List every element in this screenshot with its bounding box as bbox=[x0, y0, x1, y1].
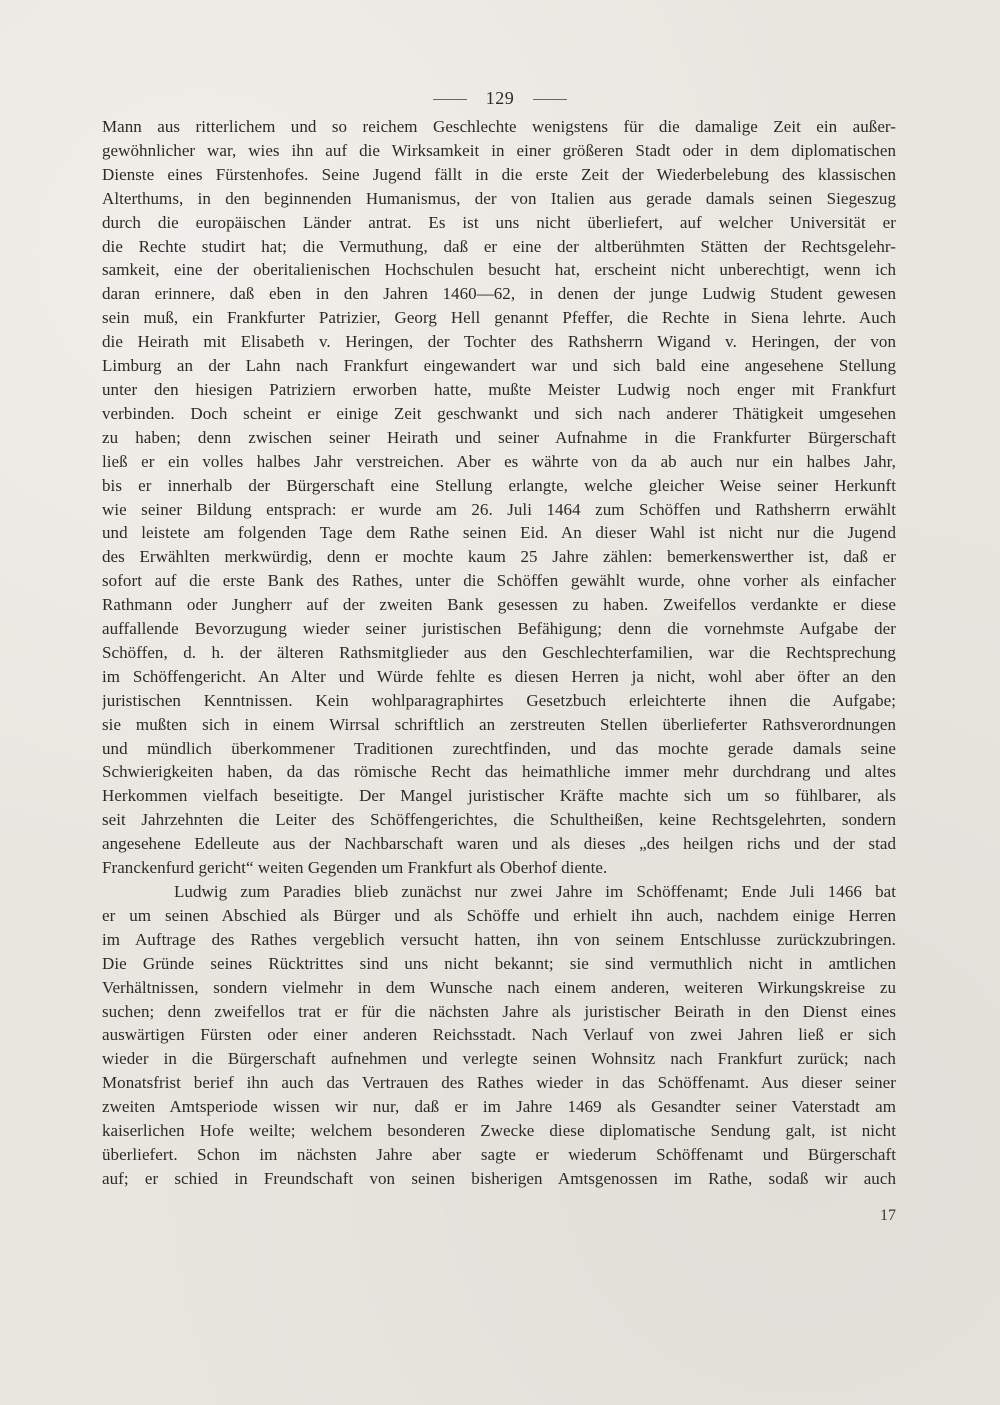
text-line: sofort auf die erste Bank des Rathes, unter die Schöffen gewählt wurde, ohne vorher als einfacher bbox=[102, 571, 896, 591]
text-line: sein muß, ein Frankfurter Patrizier, Georg Hell genannt Pfeffer, die Rechte in Siena lehrte. Auch bbox=[102, 308, 896, 328]
text-line: unter den hiesigen Patriziern erworben hatte, mußte Meister Ludwig noch enger mit Frankfurt bbox=[102, 379, 896, 399]
text-line: Alterthums, in den beginnenden Humanismus, der von Italien aus gerade damals seinen Siegeszug bbox=[102, 188, 896, 208]
text-line: Schwierigkeiten haben, da das römische Recht das heimathliche immer mehr durchdrang und altes bbox=[102, 762, 896, 782]
text-line: gewöhnlicher war, wies ihn auf die Wirksamkeit in einer größeren Stadt oder in dem diplomatischen bbox=[102, 140, 896, 160]
text-line: samkeit, eine der oberitalienischen Hochschulen besucht hat, erscheint nicht unberechtigt, wenn ich bbox=[102, 260, 896, 280]
text-line: juristischen Kenntnissen. Kein wohlparagraphirtes Gesetzbuch erleichterte ihnen die Aufgabe; bbox=[102, 690, 896, 710]
text-line: zu haben; denn zwischen seiner Heirath und seiner Aufnahme in die Frankfurter Bürgerschaft bbox=[102, 427, 896, 447]
text-line: im Schöffengericht. An Alter und Würde fehlte es diesen Herren ja nicht, wohl aber öfter an den bbox=[102, 666, 896, 686]
page-header bbox=[0, 88, 1000, 109]
header-rule-right bbox=[533, 99, 567, 100]
page-number: 129 bbox=[485, 88, 515, 108]
text-line: kaiserlichen Hofe weilte; welchem besonderen Zwecke diese diplomatische Sendung galt, ist nicht bbox=[102, 1121, 896, 1141]
text-line: im Auftrage des Rathes vergeblich versucht hatten, ihn von seinem Entschlusse zurückzubringen. bbox=[102, 929, 896, 949]
text-line: die Heirath mit Elisabeth v. Heringen, der Tochter des Rathsherrn Wigand v. Heringen, der von bbox=[102, 332, 896, 352]
text-line: Verhältnissen, sondern vielmehr in dem Wunsche nach einem anderen, weiteren Wirkungskreise zu bbox=[102, 977, 896, 997]
printer-signature: 17 bbox=[880, 1207, 896, 1224]
text-line: überliefert. Schon im nächsten Jahre aber sagte er wiederum Schöffenamt und Bürgerschaft bbox=[102, 1144, 896, 1164]
text-line: sie mußten sich in einem Wirrsal schriftlich an zerstreuten Stellen überlieferter Rathsverordnungen bbox=[102, 714, 896, 734]
text-line: auf; er schied in Freundschaft von seinen bisherigen Amtsgenossen im Rathe, sodaß wir auch bbox=[102, 1168, 896, 1188]
text-line: Dienste eines Fürstenhofes. Seine Jugend fällt in die erste Zeit der Wiederbelebung des klassischen bbox=[102, 164, 896, 184]
text-line: auffallende Bevorzugung wieder seiner juristischen Befähigung; denn die vornehmste Aufgabe der bbox=[102, 619, 896, 639]
paragraph-last-line: Franckenfurd gericht“ weiten Gegenden um Frankfurt als Oberhof diente. bbox=[102, 858, 608, 878]
text-line: angesehene Edelleute aus der Nachbarschaft waren und als dieses „des heilgen richs und der stad bbox=[102, 834, 896, 854]
text-line: Die Gründe seines Rücktrittes sind uns nicht bekannt; sie sind vermuthlich nicht in amtlichen bbox=[102, 953, 896, 973]
text-line: verbinden. Doch scheint er einige Zeit geschwankt und sich nach anderer Thätigkeit umgesehen bbox=[102, 403, 896, 423]
text-line: Rathmann oder Jungherr auf der zweiten Bank gesessen zu haben. Zweifellos verdankte er diese bbox=[102, 595, 896, 615]
text-line: Herkommen vielfach beseitigte. Der Mangel juristischer Kräfte machte sich um so fühlbarer, als bbox=[102, 786, 896, 806]
text-line: und leistete am folgenden Tage dem Rathe seinen Eid. An dieser Wahl ist nicht nur die Jugend bbox=[102, 523, 896, 543]
text-line: zweiten Amtsperiode wissen wir nur, daß er im Jahre 1469 als Gesandter seiner Vaterstadt am bbox=[102, 1097, 896, 1117]
text-line: suchen; denn zweifellos trat er für die nächsten Jahre als juristischer Beirath in den Dienst eines bbox=[102, 1001, 896, 1021]
text-line: auswärtigen Fürsten oder einer anderen Reichsstadt. Nach Verlauf von zwei Jahren ließ er sich bbox=[102, 1025, 896, 1045]
text-line: seit Jahrzehnten die Leiter des Schöffengerichtes, die Schultheißen, keine Rechtsgelehrten, sondern bbox=[102, 810, 896, 830]
text-line: durch die europäischen Länder antrat. Es ist uns nicht überliefert, auf welcher Universität er bbox=[102, 212, 896, 232]
paragraph-first-line: Ludwig zum Paradies blieb zunächst nur zwei Jahre im Schöffenamt; Ende Juli 1466 bat bbox=[174, 882, 896, 901]
text-line: Schöffen, d. h. der älteren Rathsmitglieder aus den Geschlechterfamilien, war die Rechtsprechung bbox=[102, 642, 896, 662]
text-line: wieder in die Bürgerschaft aufnehmen und verlegte seinen Wohnsitz nach Frankfurt zurück; nach bbox=[102, 1049, 896, 1069]
text-line: Limburg an der Lahn nach Frankfurt eingewandert war und sich bald eine angesehene Stellung bbox=[102, 356, 896, 376]
text-line: die Rechte studirt hat; die Vermuthung, daß er eine der altberühmten Stätten der Rechtsgelehr- bbox=[102, 236, 896, 256]
text-line: daran erinnere, daß eben in den Jahren 1460—62, in denen der junge Ludwig Student gewesen bbox=[102, 284, 896, 304]
text-line: er um seinen Abschied als Bürger und als Schöffe und erhielt ihn auch, nachdem einige Herren bbox=[102, 905, 896, 925]
header-rule-left bbox=[433, 99, 467, 100]
text-line: ließ er ein volles halbes Jahr verstreichen. Aber es währte von da ab auch nur ein halbes Jahr, bbox=[102, 451, 896, 471]
text-line: des Erwählten merkwürdig, denn er mochte kaum 25 Jahre zählen: bemerkenswerther ist, daß er bbox=[102, 547, 896, 567]
text-line: und mündlich überkommener Traditionen zurechtfinden, und das mochte gerade damals seine bbox=[102, 738, 896, 758]
body-text bbox=[102, 115, 896, 1191]
text-line: wie seiner Bildung entsprach: er wurde am 26. Juli 1464 zum Schöffen und Rathsherrn erwählt bbox=[102, 499, 896, 519]
text-line: Mann aus ritterlichem und so reichem Geschlechte wenigstens für die damalige Zeit ein außer- bbox=[102, 117, 896, 136]
text-line: bis er innerhalb der Bürgerschaft eine Stellung erlangte, welche gleicher Weise seiner Herkunft bbox=[102, 475, 896, 495]
text-line: Monatsfrist berief ihn auch das Vertrauen des Rathes wieder in das Schöffenamt. Aus dieser seiner bbox=[102, 1073, 896, 1093]
